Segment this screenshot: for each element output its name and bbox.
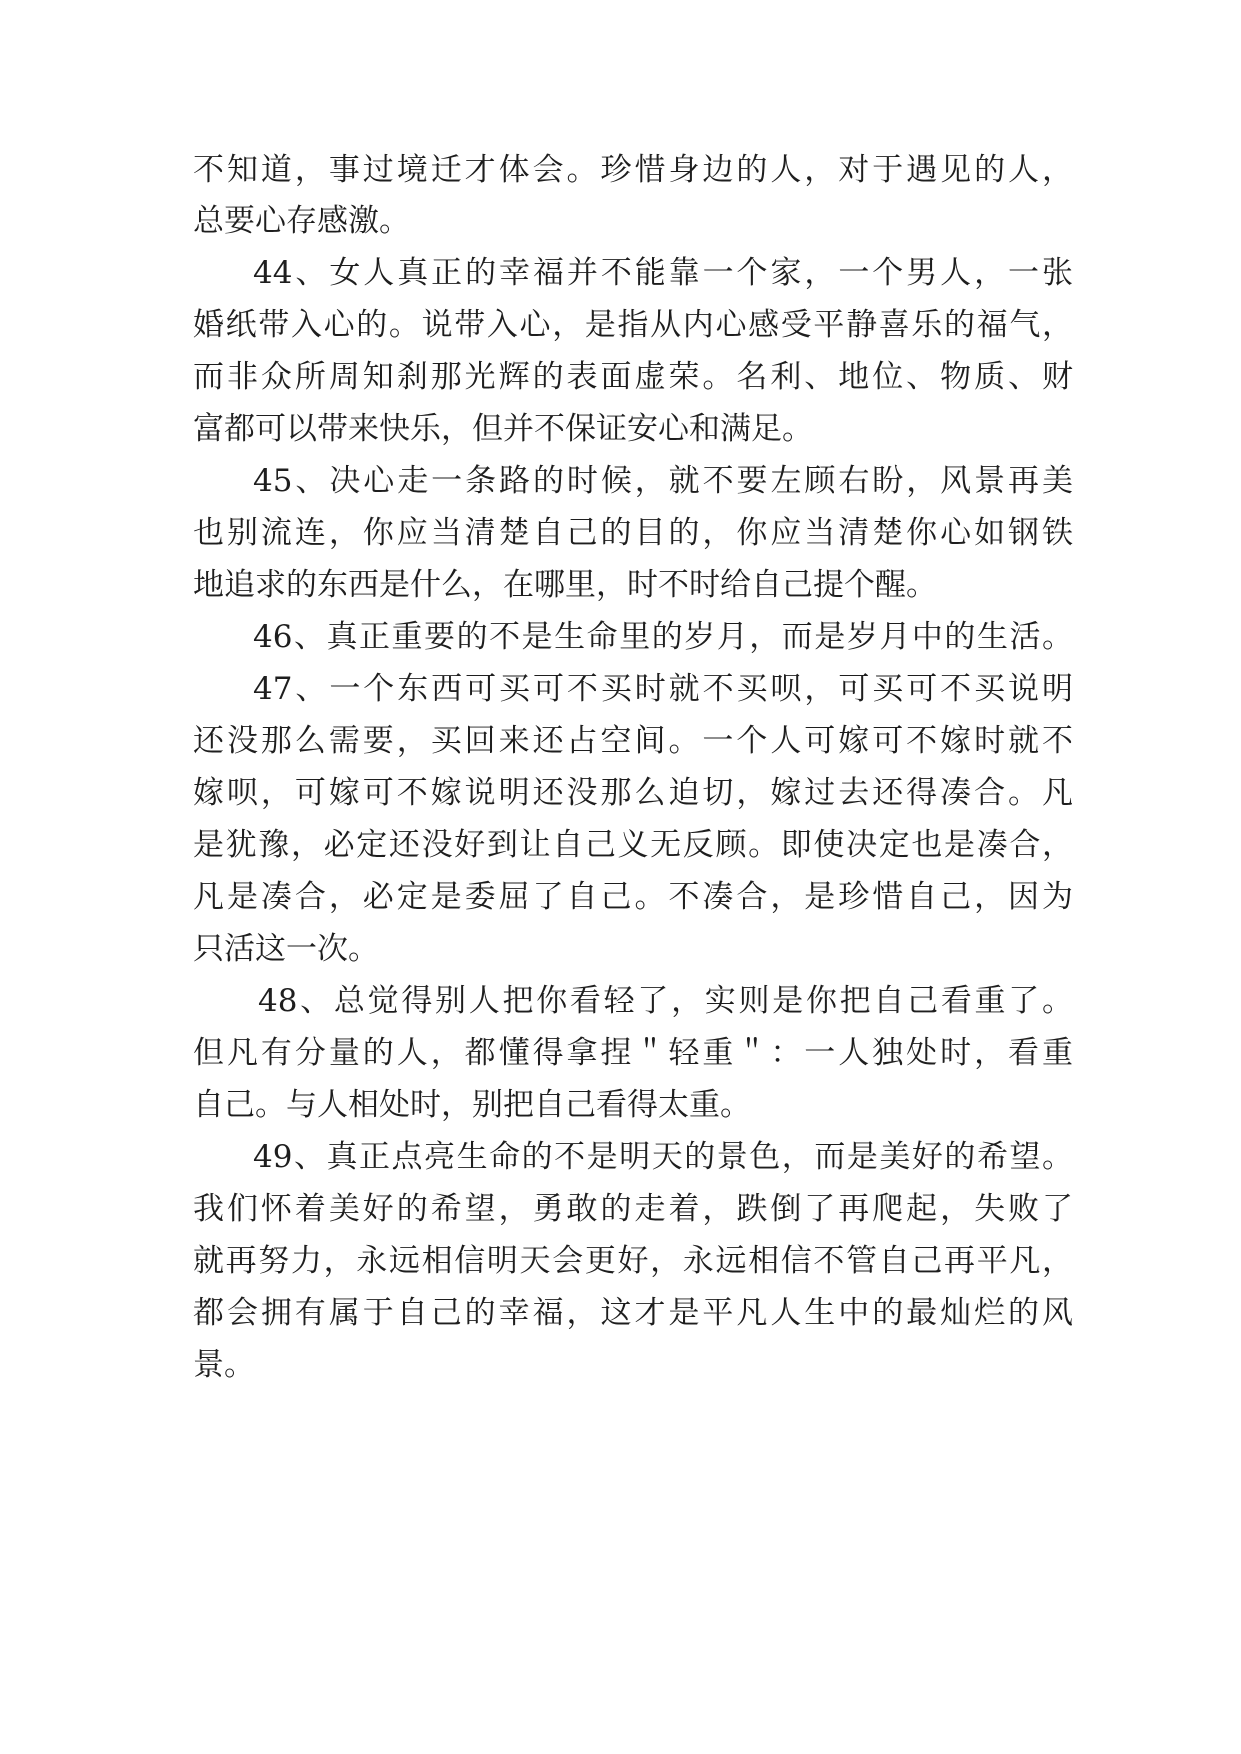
text-line: 我们怀着美好的希望，勇敢的走着，跌倒了再爬起，失败了 bbox=[193, 1191, 1073, 1227]
text-line: 嫁呗，可嫁可不嫁说明还没那么迫切，嫁过去还得凑合。凡 bbox=[193, 775, 1073, 811]
paragraph-47-start: 47、一个东西可买可不买时就不买呗，可买可不买说明 bbox=[253, 671, 1073, 707]
text-line: 婚纸带入心的。说带入心，是指从内心感受平静喜乐的福气， bbox=[193, 307, 1073, 343]
text-line: 都会拥有属于自己的幸福，这才是平凡人生中的最灿烂的风 bbox=[193, 1295, 1073, 1331]
text-line: 就再努力，永远相信明天会更好，永远相信不管自己再平凡， bbox=[193, 1243, 1073, 1279]
text-line: 但凡有分量的人，都懂得拿捏＂轻重＂：一人独处时，看重 bbox=[193, 1035, 1073, 1071]
text-line: 而非众所周知刹那光辉的表面虚荣。名利、地位、物质、财 bbox=[193, 359, 1073, 395]
text-line: 只活这一次。 bbox=[193, 931, 379, 967]
paragraph-44-start: 44、女人真正的幸福并不能靠一个家，一个男人，一张 bbox=[253, 255, 1073, 291]
text-line: 景。 bbox=[193, 1347, 255, 1383]
text-line: 也别流连，你应当清楚自己的目的，你应当清楚你心如钢铁 bbox=[193, 515, 1073, 551]
paragraph-45-start: 45、决心走一条路的时候，就不要左顾右盼，风景再美 bbox=[253, 463, 1073, 499]
text-line: 总要心存感激。 bbox=[193, 203, 410, 239]
text-line: 自己。与人相处时，别把自己看得太重。 bbox=[193, 1087, 751, 1123]
paragraph-46: 46、真正重要的不是生命里的岁月，而是岁月中的生活。 bbox=[253, 619, 1073, 655]
text-line: 富都可以带来快乐，但并不保证安心和满足。 bbox=[193, 411, 813, 447]
text-line: 凡是凑合，必定是委屈了自己。不凑合，是珍惜自己，因为 bbox=[193, 879, 1073, 915]
text-line: 不知道，事过境迁才体会。珍惜身边的人，对于遇见的人， bbox=[193, 152, 1073, 188]
text-line: 还没那么需要，买回来还占空间。一个人可嫁可不嫁时就不 bbox=[193, 723, 1073, 759]
paragraph-48-start: 48、总觉得别人把你看轻了，实则是你把自己看重了。 bbox=[258, 983, 1073, 1019]
text-line: 地追求的东西是什么，在哪里，时不时给自己提个醒。 bbox=[193, 567, 937, 603]
paragraph-49-start: 49、真正点亮生命的不是明天的景色，而是美好的希望。 bbox=[253, 1139, 1073, 1175]
text-line: 是犹豫，必定还没好到让自己义无反顾。即使决定也是凑合， bbox=[193, 827, 1073, 863]
